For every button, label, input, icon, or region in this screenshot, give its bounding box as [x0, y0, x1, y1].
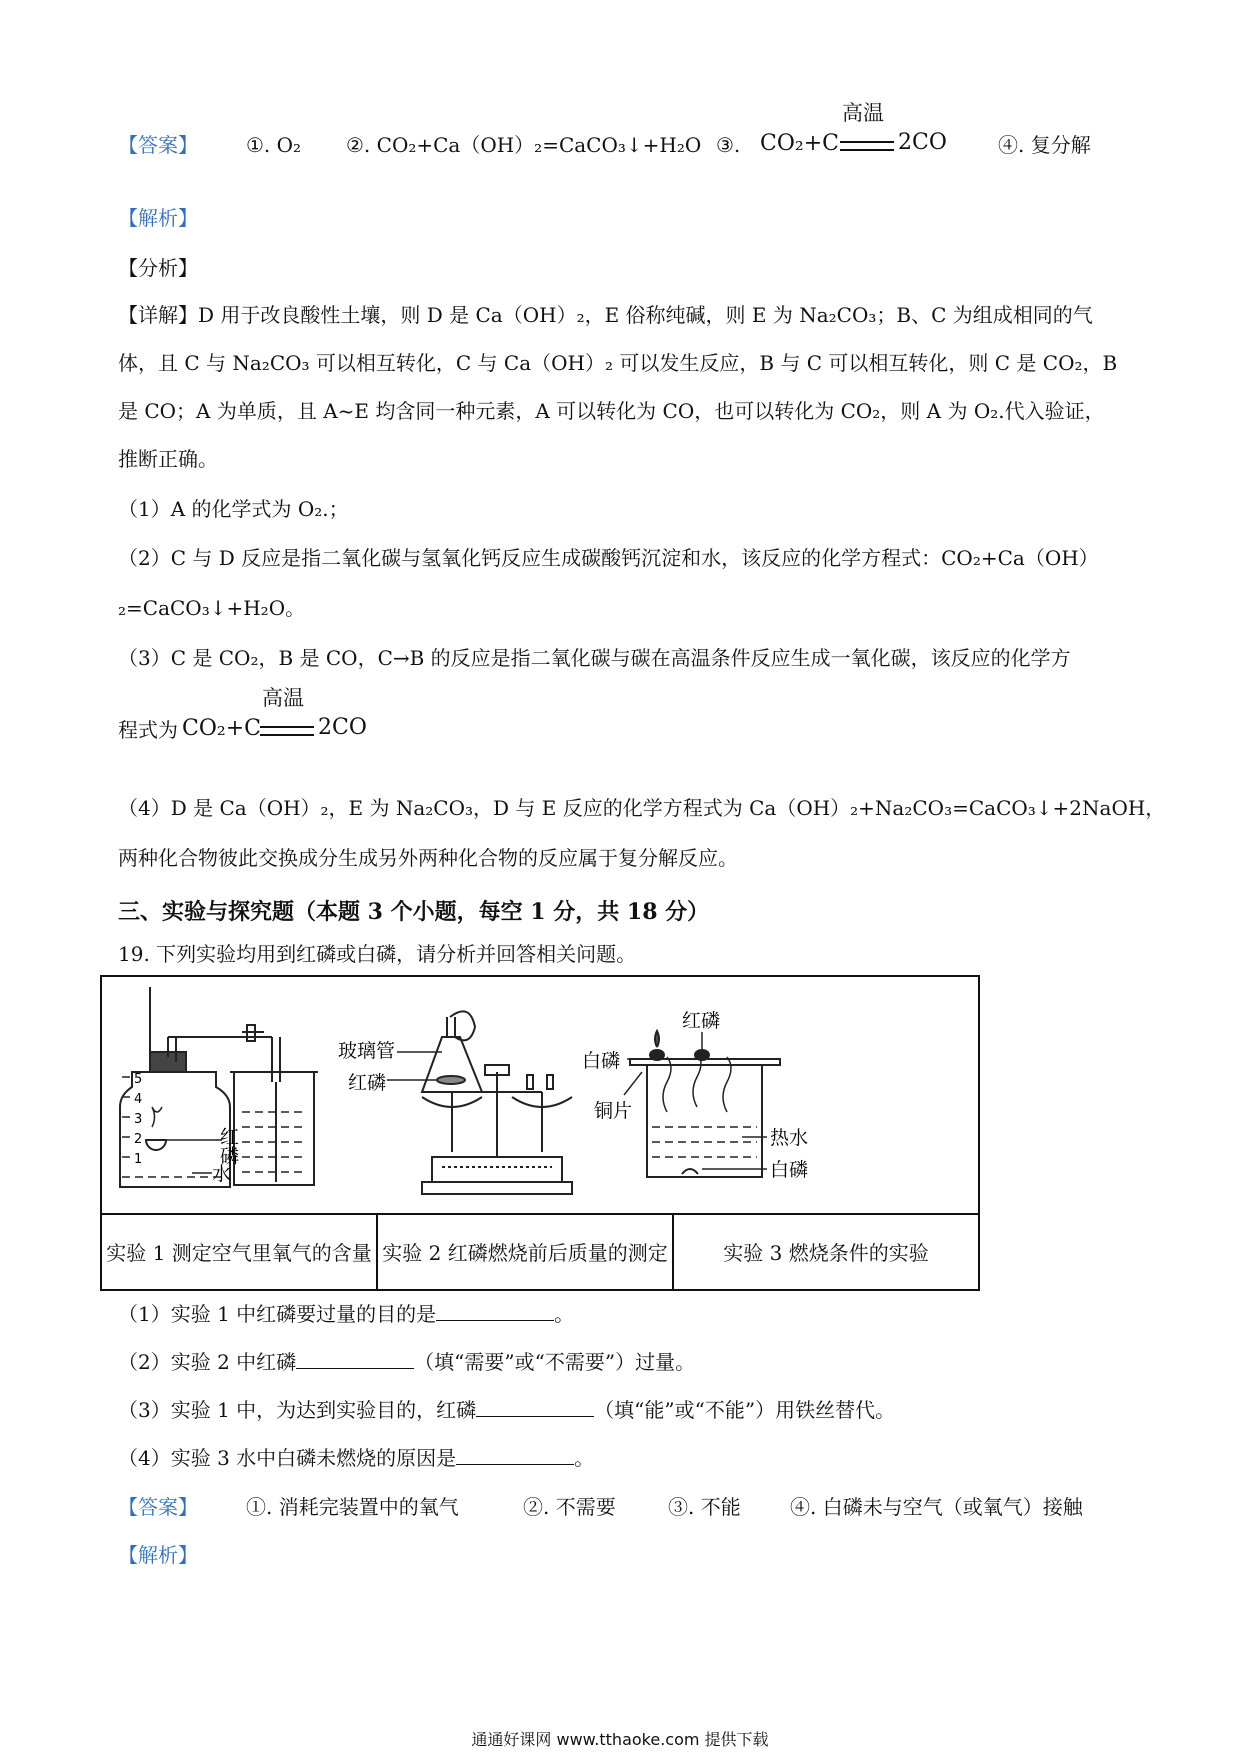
answer-blank-4[interactable] — [456, 1444, 574, 1465]
label-white-phosphorus-top: 白磷 — [582, 1050, 621, 1072]
section-title: 三、实验与探究题（本题 3 个小题，每空 1 分，共 18 分） — [118, 899, 710, 925]
sub-question-4-text: （4）实验 3 水中白磷未燃烧的原因是 — [118, 1446, 457, 1470]
question-stem: 19. 下列实验均用到红磷或白磷，请分析并回答相关问题。 — [118, 942, 637, 966]
analysis-part-3-line-2 — [118, 686, 518, 745]
scale-mark-4: 4 — [134, 1092, 143, 1107]
sub-question-3-end: （填“能”或“不能”）用铁丝替代。 — [594, 1398, 896, 1422]
label-copper-sheet: 铜片 — [594, 1100, 633, 1122]
fenxi-heading: 【分析】 — [118, 256, 198, 280]
equation-condition: 高温 — [842, 101, 884, 125]
sub-question-4-end: 。 — [574, 1446, 595, 1470]
answer-item-2: ②. CO₂+Ca（OH）₂=CaCO₃↓+H₂O — [346, 133, 702, 157]
answer-line-2 — [118, 1494, 1128, 1524]
caption-experiment-3: 实验 3 燃烧条件的实验 — [723, 1241, 929, 1265]
equation-condition: 高温 — [262, 686, 304, 710]
analysis-tag: 【解析】 — [118, 206, 198, 230]
answer-blank-2[interactable] — [296, 1348, 414, 1369]
sub-question-1-text: （1）实验 1 中红磷要过量的目的是 — [118, 1302, 437, 1326]
equation-co2-c-2 — [182, 686, 367, 742]
caption-row — [102, 1213, 978, 1291]
detail-line-2: 体，且 C 与 Na₂CO₃ 可以相互转化，C 与 Ca（OH）₂ 可以发生反应，B 与 C 可以相互转化，则 C 是 CO₂，B — [118, 351, 1118, 375]
sub-question-3 — [118, 1396, 895, 1423]
equation-right: 2CO — [898, 130, 947, 155]
sub-question-3-text: （3）实验 1 中，为达到实验目的，红磷 — [118, 1398, 477, 1422]
answer-item-1: ①. O₂ — [246, 133, 302, 157]
answer-blank-3[interactable] — [476, 1396, 594, 1417]
analysis-tag-2: 【解析】 — [118, 1543, 198, 1567]
answer-tag: 【答案】 — [118, 133, 198, 157]
experiment-figure-table — [100, 975, 980, 1291]
scale-mark-5: 5 — [134, 1072, 143, 1087]
analysis-part-2-line-2: ₂=CaCO₃↓+H₂O。 — [118, 596, 306, 620]
sub-question-1-end: 。 — [554, 1302, 575, 1326]
label-water: 水 — [212, 1163, 232, 1185]
equation-right: 2CO — [318, 715, 367, 740]
answer-item-4: ④. 复分解 — [998, 133, 1091, 157]
equation-left: CO₂+C — [182, 716, 261, 741]
answer-line-1 — [118, 101, 1118, 162]
label-red-phosphorus-2: 红磷 — [348, 1072, 387, 1094]
answer2-item-4: ④. 白磷未与空气（或氧气）接触 — [790, 1495, 1083, 1519]
detail-line-4: 推断正确。 — [118, 447, 218, 471]
label-glass-tube: 玻璃管 — [338, 1040, 396, 1062]
experiment-3-apparatus — [630, 1031, 780, 1177]
label-hot-water: 热水 — [770, 1127, 809, 1149]
answer2-item-2: ②. 不需要 — [523, 1495, 616, 1519]
answer-item-3-prefix: ③. — [716, 133, 741, 157]
sub-question-2-text: （2）实验 2 中红磷 — [118, 1350, 297, 1374]
caption-experiment-1: 实验 1 测定空气里氧气的含量 — [106, 1241, 372, 1265]
answer2-item-3: ③. 不能 — [668, 1495, 741, 1519]
analysis-part-4-line-2: 两种化合物彼此交换成分生成另外两种化合物的反应属于复分解反应。 — [118, 846, 738, 870]
sub-question-2 — [118, 1348, 695, 1375]
scale-mark-1: 1 — [134, 1152, 143, 1167]
scale-mark-3: 3 — [134, 1112, 143, 1127]
sub-question-1 — [118, 1300, 574, 1327]
answer2-item-1: ①. 消耗完装置中的氧气 — [246, 1495, 459, 1519]
answer-blank-1[interactable] — [436, 1300, 554, 1321]
experiment-diagrams — [102, 977, 978, 1213]
answer-tag-2: 【答案】 — [118, 1495, 198, 1519]
detail-line-3: 是 CO；A 为单质，且 A~E 均含同一种元素，A 可以转化为 CO，也可以转化为 CO₂，则 A 为 O₂.代入验证， — [118, 399, 1105, 423]
analysis-part-2-line-1: （2）C 与 D 反应是指二氧化碳与氢氧化钙反应生成碳酸钙沉淀和水，该反应的化学方程式：CO₂+Ca（OH） — [118, 546, 1099, 570]
equation-co2-c — [760, 101, 947, 157]
analysis-part-1: （1）A 的化学式为 O₂.； — [118, 497, 349, 521]
analysis-part-3-prefix: 程式为 — [118, 718, 178, 742]
detail-line-1: 【详解】D 用于改良酸性土壤，则 D 是 Ca（OH）₂，E 俗称纯碱，则 E 为 Na₂CO₃；B、C 为组成相同的气 — [118, 303, 1093, 327]
sub-question-2-end: （填“需要”或“不需要”）过量。 — [414, 1350, 696, 1374]
label-white-phosphorus-bottom: 白磷 — [770, 1159, 809, 1181]
analysis-part-3-line-1: （3）C 是 CO₂，B 是 CO，C→B 的反应是指二氧化碳与碳在高温条件反应生成一氧化碳，该反应的化学方 — [118, 646, 1071, 670]
label-red-phosphorus-1: 红磷 — [217, 1127, 239, 1165]
experiment-2-apparatus — [422, 1011, 572, 1194]
caption-experiment-2: 实验 2 红磷燃烧前后质量的测定 — [382, 1241, 668, 1265]
sub-question-4 — [118, 1444, 594, 1471]
analysis-part-4-line-1: （4）D 是 Ca（OH）₂，E 为 Na₂CO₃，D 与 E 反应的化学方程式为 Ca（OH）₂+Na₂CO₃=CaCO₃↓+2NaOH， — [118, 796, 1166, 820]
footer-download-credit: 通通好课网 www.tthaoke.com 提供下载 — [471, 1730, 769, 1749]
equation-left: CO₂+C — [760, 131, 839, 156]
equation-double-line — [260, 726, 314, 736]
scale-mark-2: 2 — [134, 1132, 143, 1147]
label-red-phosphorus-3: 红磷 — [682, 1010, 721, 1032]
equation-double-line — [840, 141, 894, 151]
